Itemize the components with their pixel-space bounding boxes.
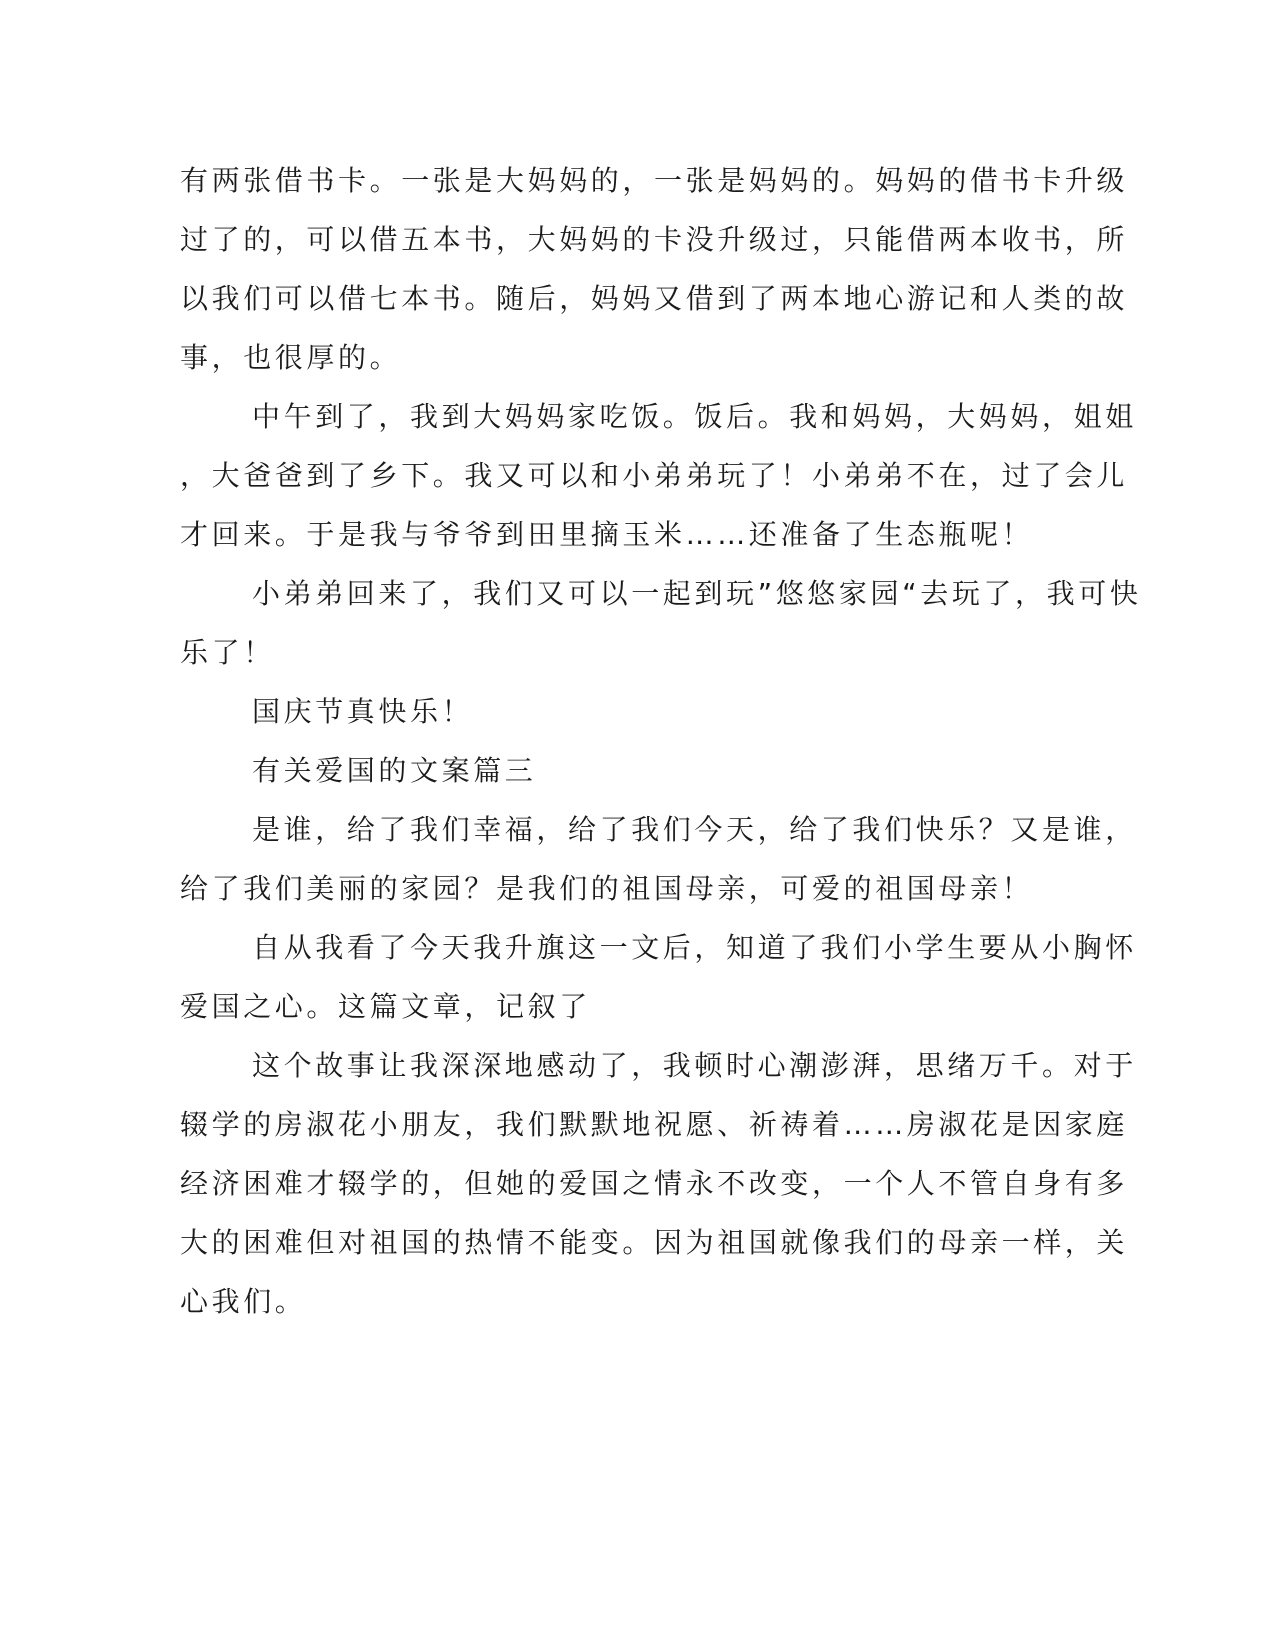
text-line: 才回来。于是我与爷爷到田里摘玉米……还准备了生态瓶呢！ xyxy=(180,518,1034,551)
text-line: 乐了！ xyxy=(180,636,275,669)
text-line: 自从我看了今天我升旗这一文后，知道了我们小学生要从小胸怀 xyxy=(252,931,1137,964)
text-line: 这个故事让我深深地感动了，我顿时心潮澎湃，思绪万千。对于 xyxy=(252,1049,1137,1082)
text-line: 国庆节真快乐！ xyxy=(252,695,474,728)
text-line: 过了的，可以借五本书，大妈妈的卡没升级过，只能借两本收书，所 xyxy=(180,223,1129,256)
section-heading: 有关爱国的文案篇三 xyxy=(252,754,537,787)
text-line: 中午到了，我到大妈妈家吃饭。饭后。我和妈妈，大妈妈，姐姐 xyxy=(252,400,1137,433)
text-line: 事，也很厚的。 xyxy=(180,341,402,374)
text-line: 辍学的房淑花小朋友，我们默默地祝愿、祈祷着……房淑花是因家庭 xyxy=(180,1108,1129,1141)
text-line: 是谁，给了我们幸福，给了我们今天，给了我们快乐？又是谁， xyxy=(252,813,1137,846)
text-line: 以我们可以借七本书。随后，妈妈又借到了两本地心游记和人类的故 xyxy=(180,282,1129,315)
text-line: ，大爸爸到了乡下。我又可以和小弟弟玩了！小弟弟不在，过了会儿 xyxy=(180,459,1129,492)
text-line: 心我们。 xyxy=(180,1285,307,1318)
text-line: 爱国之心。这篇文章，记叙了 xyxy=(180,990,591,1023)
text-line: 大的困难但对祖国的热情不能变。因为祖国就像我们的母亲一样，关 xyxy=(180,1226,1129,1259)
text-line: 有两张借书卡。一张是大妈妈的，一张是妈妈的。妈妈的借书卡升级 xyxy=(180,164,1129,197)
text-line: 给了我们美丽的家园？是我们的祖国母亲，可爱的祖国母亲！ xyxy=(180,872,1034,905)
text-line: 经济困难才辍学的，但她的爱国之情永不改变，一个人不管自身有多 xyxy=(180,1167,1129,1200)
text-line: 小弟弟回来了，我们又可以一起到玩”悠悠家园“去玩了，我可快 xyxy=(252,577,1142,610)
